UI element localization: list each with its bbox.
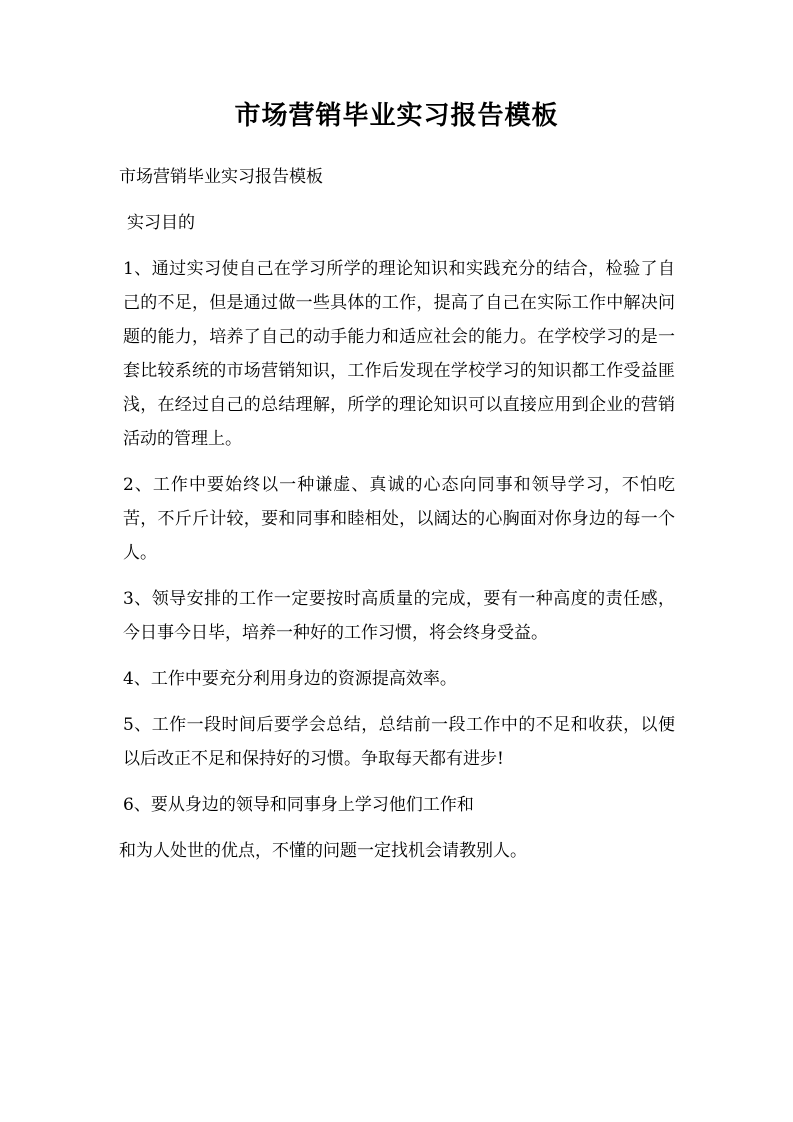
document-body <box>119 160 675 868</box>
closing-line: 和为人处世的优点，不懂的问题一定找机会请教别人。 <box>119 841 527 861</box>
paragraph-1: 1、通过实习使自己在学习所学的理论知识和实践充分的结合，检验了自己的不足，但是通过做一些具体的工作，提高了自己在实际工作中解决问题的能力，培养了自己的动手能力和适应社会的能力。在学校学习的是一套比较系统的市场营销知识，工作后发现在学校学习的知识都工作受益匪浅，在经过自己的总结理解，所学的理论知识可以直接应用到企业的营销活动的管理上。 <box>123 259 675 449</box>
document-subtitle: 市场营销毕业实习报告模板 <box>119 167 323 187</box>
paragraph-3: 3、领导安排的工作一定要按时高质量的完成，要有一种高度的责任感，今日事今日毕，培养一种好的工作习惯，将会终身受益。 <box>123 589 675 643</box>
paragraph-5: 5、工作一段时间后要学会总结，总结前一段工作中的不足和收获，以便以后改正不足和保持好的习惯。争取每天都有进步! <box>123 715 675 769</box>
paragraph-2: 2、工作中要始终以一种谦虚、真诚的心态向同事和领导学习，不怕吃苦，不斤斤计较，要和同事和睦相处，以阔达的心胸面对你身边的每一个人。 <box>123 475 675 563</box>
document-title: 市场营销毕业实习报告模板 <box>234 101 559 131</box>
section-heading: 实习目的 <box>127 213 195 233</box>
paragraph-6: 6、要从身边的领导和同事身上学习他们工作和 <box>123 795 474 815</box>
paragraph-4: 4、工作中要充分利用身边的资源提高效率。 <box>123 669 457 689</box>
